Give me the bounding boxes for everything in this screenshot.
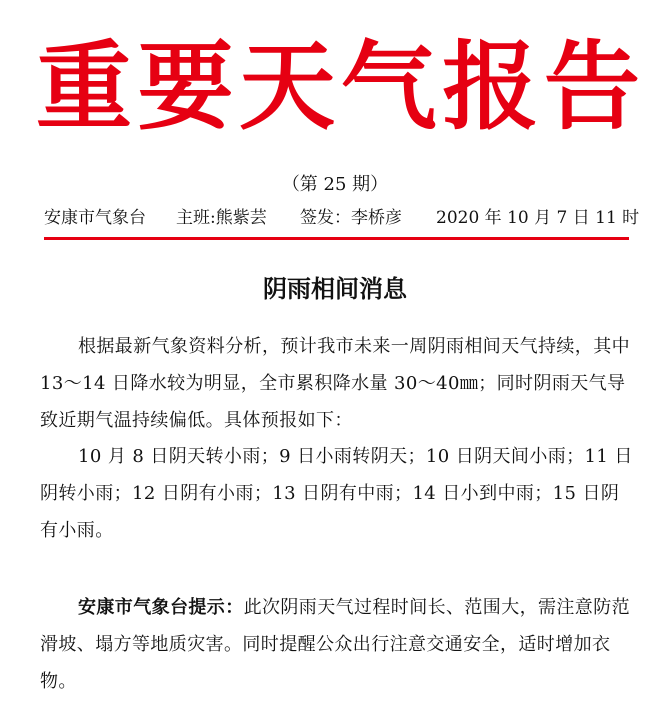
issue-number: （第 25 期）	[281, 174, 389, 195]
paragraph-hint	[40, 589, 635, 700]
paragraph-forecast	[40, 438, 635, 549]
red-divider	[44, 237, 629, 240]
masthead-char: 天	[239, 30, 336, 143]
report-title: 阴雨相间消息	[263, 275, 407, 303]
masthead-char: 要	[137, 30, 234, 143]
meta-line	[44, 203, 640, 233]
masthead-title	[36, 12, 640, 162]
paragraph-forecast-text: 10 月 8 日阴天转小雨；9 日小雨转阴天；10 日阴天间小雨；11 日阴转小雨；12 日阴有小雨；13 日阴有中雨；14 日小到中雨；15 日阴有小雨。	[40, 446, 633, 541]
masthead-char: 气	[340, 30, 437, 143]
paragraph-hint-text: 此次阴雨天气过程时间长、范围大，需注意防范滑坡、塌方等地质灾害。同时提醒公众出行注意交通安全，适时增加衣物。	[40, 597, 631, 692]
masthead-char: 报	[442, 30, 539, 143]
paragraph-summary-text: 根据最新气象资料分析，预计我市未来一周阴雨相间天气持续，其中 13～14 日降水较为明显，全市累积降水量 30～40㎜；同时阴雨天气导致近期气温持续偏低。具体预报如下：	[40, 336, 630, 431]
paragraph-summary	[40, 328, 635, 439]
meta-datetime: 2020 年 10 月 7 日 11 时	[436, 208, 640, 228]
meta-editor: 主班:熊紫芸	[176, 208, 267, 228]
masthead-char: 告	[543, 30, 640, 143]
masthead-char: 重	[36, 30, 132, 143]
meta-signer: 签发：李桥彦	[300, 208, 402, 228]
meta-org: 安康市气象台	[44, 208, 146, 228]
hint-label: 安康市气象台提示：	[78, 597, 244, 618]
